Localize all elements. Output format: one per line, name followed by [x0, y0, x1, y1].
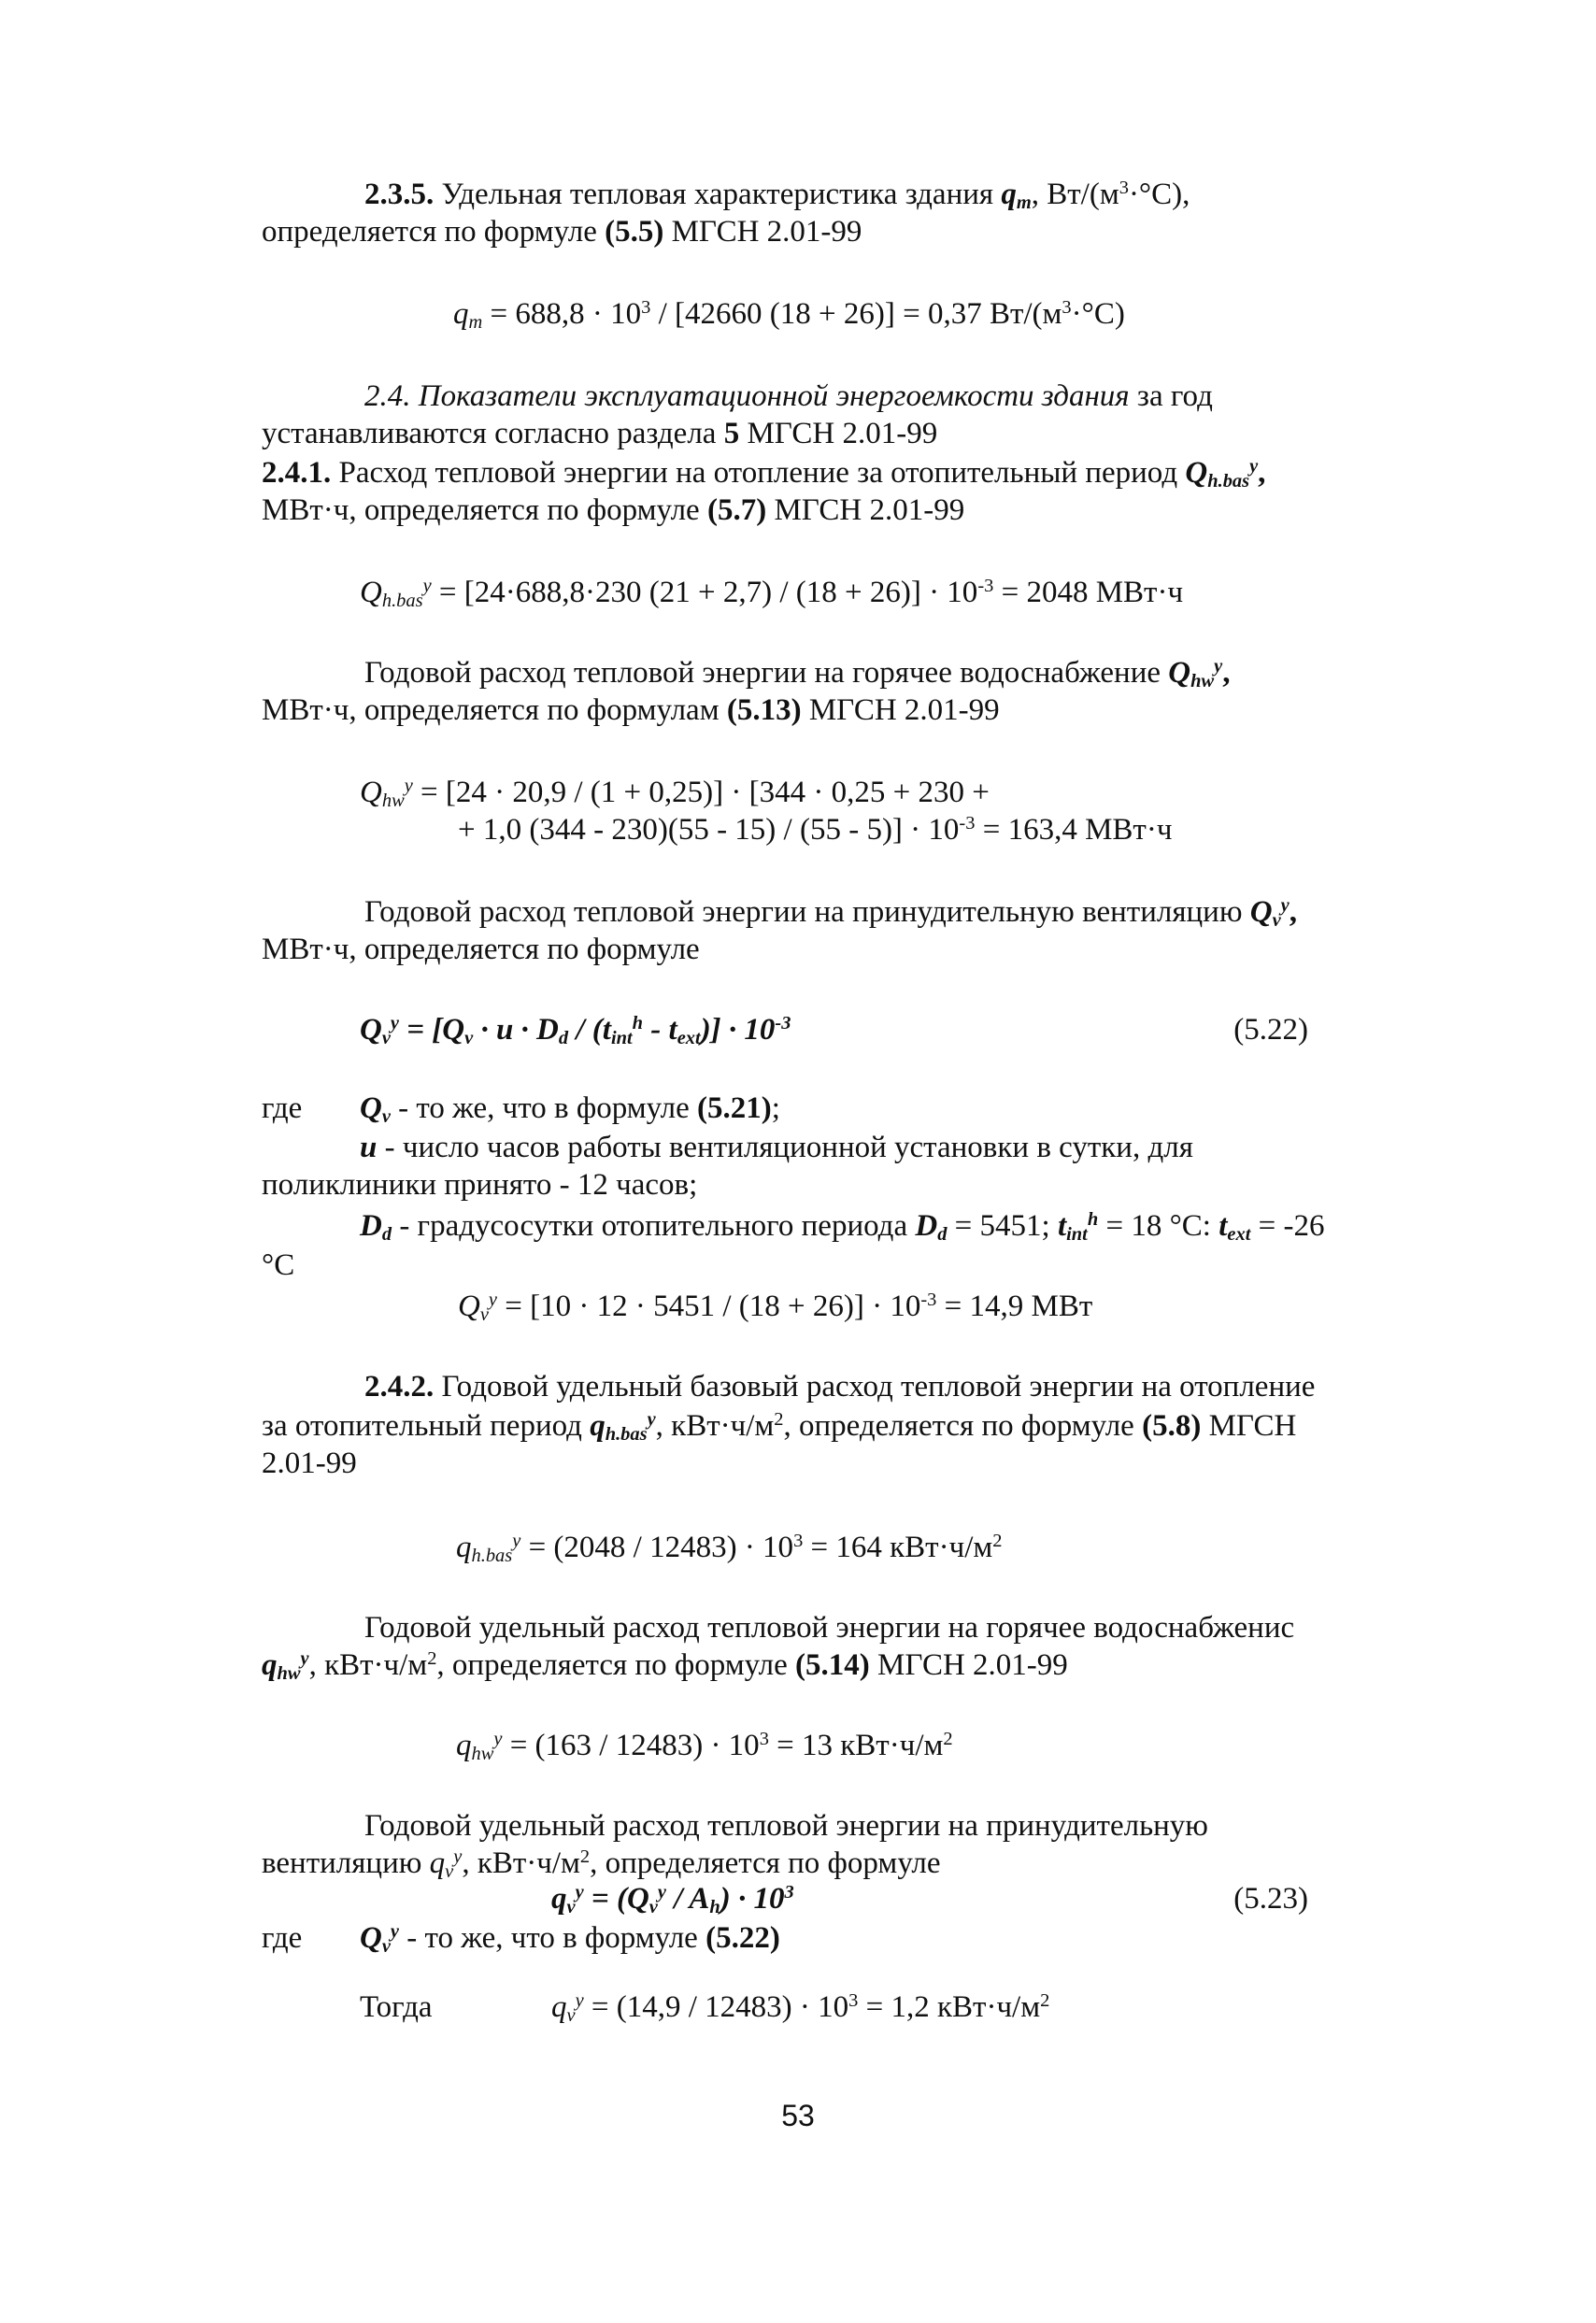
- symbol: q: [453, 297, 469, 331]
- text: = 14,9 МВт: [936, 1290, 1093, 1323]
- section-2-4-1-line2: [262, 492, 964, 529]
- where-label-2: где: [262, 1921, 303, 1955]
- superscript: h: [632, 1012, 644, 1033]
- italic-heading: Показатели эксплуатационной энергоемкости здания: [410, 379, 1130, 413]
- subscript: v: [479, 1304, 489, 1326]
- section-2-4-line2: [262, 415, 937, 452]
- subscript: d: [558, 1028, 569, 1049]
- section-number: 2.4.: [364, 379, 411, 413]
- subscript: v: [648, 1897, 658, 1918]
- hw2-line1: Годовой удельный расход тепловой энергии на горячее водоснабженис: [364, 1611, 1295, 1645]
- text: , Вт/(м: [1031, 178, 1119, 211]
- text: = [Q: [399, 1013, 465, 1047]
- text: , определяется по формуле: [590, 1846, 941, 1880]
- text: МГСН: [1201, 1409, 1297, 1443]
- text: Расход тепловой энергии на отопление за отопительный период: [331, 456, 1186, 490]
- symbol: Q: [360, 776, 382, 809]
- subscript: ext: [1227, 1224, 1251, 1246]
- symbol: q: [551, 1990, 567, 2024]
- subscript: hw: [471, 1744, 494, 1765]
- text: ·°С),: [1128, 178, 1190, 211]
- text: - то же, что в формуле: [399, 1921, 706, 1955]
- section-2-4-1-line1: [262, 454, 1265, 492]
- section-2-4-2-line3: 2.01-99: [262, 1447, 357, 1480]
- section-number: 2.4.2.: [364, 1370, 435, 1404]
- superscript: 2: [774, 1408, 784, 1430]
- symbol: Q: [360, 1091, 382, 1125]
- text: устанавливаются согласно раздела: [262, 417, 724, 450]
- formula-ref: (5.13): [726, 693, 802, 727]
- text: = 18 °С:: [1098, 1209, 1219, 1243]
- text: = 2048 МВт·ч: [993, 576, 1184, 609]
- symbol: D: [915, 1209, 938, 1243]
- text: МВт·ч, определяется по формуле: [262, 493, 707, 527]
- symbol: t: [1218, 1209, 1228, 1243]
- vent2-line1: Годовой удельный расход тепловой энергии на принудительную: [364, 1809, 1208, 1843]
- subscript: hw: [277, 1663, 301, 1685]
- superscript: y: [647, 1408, 656, 1430]
- vent-line1: [364, 893, 1297, 931]
- text: , определяется по формуле: [783, 1409, 1143, 1443]
- subscript: ext: [677, 1028, 701, 1049]
- symbol: q: [456, 1531, 472, 1564]
- subscript: v: [381, 1106, 391, 1128]
- formula-qhw-line1: [360, 774, 990, 811]
- formula-qv-specific: [551, 1880, 794, 1917]
- text: ;: [771, 1091, 780, 1125]
- page-number: 53: [781, 2099, 815, 2132]
- superscript: 2: [943, 1728, 953, 1749]
- subscript: m: [1016, 192, 1032, 214]
- superscript: y: [390, 1012, 399, 1033]
- subscript: h.bas: [471, 1546, 513, 1567]
- text: = -26: [1250, 1209, 1325, 1243]
- equation-number-5-23: (5.23): [1233, 1882, 1308, 1916]
- subscript: hw: [1190, 671, 1215, 692]
- formula-qhw-line2: [458, 811, 1172, 848]
- subscript: v: [445, 1861, 454, 1883]
- superscript: 3: [793, 1530, 804, 1551]
- text: ,: [1222, 656, 1231, 690]
- hw-line2: [262, 691, 1000, 729]
- superscript: 2: [427, 1647, 437, 1669]
- subscript: v: [566, 1897, 576, 1918]
- superscript: 3: [784, 1881, 794, 1903]
- text: Годовой удельный базовый расход тепловой энергии на отопление: [434, 1370, 1316, 1404]
- text: / A: [665, 1882, 710, 1916]
- formula-ref: (5.7): [706, 493, 767, 527]
- hw2-line2: [262, 1646, 1068, 1684]
- symbol: u: [360, 1131, 378, 1164]
- symbol: Q: [360, 1921, 382, 1955]
- subscript: v: [566, 2005, 576, 2027]
- superscript: 2: [579, 1846, 591, 1867]
- text: ,: [1258, 456, 1266, 490]
- text: МГСН 2.01-99: [766, 493, 965, 527]
- formula-qv-calc: [458, 1288, 1092, 1325]
- superscript: y: [1280, 894, 1290, 916]
- text: = 688,8 · 10: [482, 297, 642, 331]
- subscript: int: [610, 1028, 633, 1049]
- formula-qhbas-specific: [456, 1529, 1002, 1566]
- text: = (163 / 12483) · 10: [502, 1729, 760, 1762]
- superscript: -3: [775, 1012, 791, 1033]
- superscript: 3: [759, 1728, 769, 1749]
- superscript: h: [1087, 1208, 1099, 1230]
- text: ·°С): [1071, 297, 1125, 331]
- where-u: [360, 1129, 1193, 1166]
- superscript: y: [1249, 455, 1259, 477]
- text: )] · 10: [700, 1013, 776, 1047]
- symbol: Q: [1185, 456, 1208, 490]
- symbol: D: [360, 1209, 382, 1243]
- subscript: h: [709, 1897, 720, 1918]
- text: за год: [1129, 379, 1213, 413]
- symbol: q: [590, 1409, 606, 1443]
- superscript: -3: [959, 812, 976, 834]
- subscript: v: [464, 1028, 474, 1049]
- symbol: Q: [360, 1013, 382, 1047]
- symbol: t: [1057, 1209, 1067, 1243]
- formula-qv-result: [551, 1988, 1049, 2026]
- superscript: y: [493, 1728, 503, 1749]
- section-2-4-2-line1: [364, 1368, 1315, 1405]
- superscript: y: [488, 1289, 497, 1310]
- text: , кВт·ч/м: [655, 1409, 775, 1443]
- text: / (t: [568, 1013, 611, 1047]
- formula-qv: [360, 1011, 791, 1048]
- text: ,: [1289, 895, 1297, 929]
- superscript: -3: [920, 1289, 937, 1310]
- subscript: h.bas: [605, 1424, 648, 1446]
- text: = 5451;: [947, 1209, 1058, 1243]
- text: = 13 кВт·ч/м: [768, 1729, 944, 1762]
- formula-qm: [453, 295, 1125, 333]
- where-qv: [360, 1090, 780, 1127]
- text: МГСН 2.01-99: [801, 693, 1000, 727]
- text: , кВт·ч/м: [308, 1648, 428, 1682]
- superscript: 3: [848, 1989, 859, 2011]
- subscript: v: [1272, 910, 1281, 932]
- superscript: y: [422, 575, 432, 596]
- text: , определяется по формуле: [436, 1648, 795, 1682]
- text: определяется по формуле: [262, 215, 606, 249]
- where-label: где: [262, 1091, 303, 1125]
- formula-ref: (5.14): [795, 1648, 870, 1682]
- text: МВт·ч, определяется по формуле: [262, 933, 700, 966]
- subscript: int: [1066, 1224, 1088, 1246]
- formula-ref: (5.8): [1142, 1409, 1202, 1443]
- text: МГСН 2.01-99: [869, 1648, 1068, 1682]
- symbol: Q: [458, 1290, 480, 1323]
- symbol: Q: [1168, 656, 1191, 690]
- superscript: 3: [1062, 296, 1072, 318]
- subscript: d: [381, 1224, 392, 1246]
- section-2-3-5-line2: [262, 213, 862, 250]
- text: Удельная тепловая характеристика здания: [434, 178, 1002, 211]
- text: / [42660 (18 + 26)] = 0,37 Вт/(м: [650, 297, 1062, 331]
- subscript: m: [468, 312, 483, 334]
- symbol: Q: [360, 576, 382, 609]
- where-u-cont: поликлиники принято - 12 часов;: [262, 1168, 698, 1202]
- subscript: h.bas: [381, 591, 423, 612]
- superscript: 2: [992, 1530, 1003, 1551]
- section-2-4-2-line2: [262, 1407, 1296, 1445]
- text: = [24·688,8·230 (21 + 2,7) / (18 + 26)] · 10: [431, 576, 978, 609]
- subscript: d: [937, 1224, 948, 1246]
- text: = [24 · 20,9 / (1 + 0,25)] · [344 · 0,25 + 230 +: [412, 776, 990, 809]
- symbol: Q: [1249, 895, 1273, 929]
- where-qv-2: [360, 1919, 780, 1957]
- text: = 163,4 МВт·ч: [975, 813, 1173, 847]
- superscript: y: [390, 1920, 399, 1942]
- text: = (14,9 / 12483) · 10: [583, 1990, 849, 2024]
- symbol: q: [1001, 178, 1017, 211]
- section-2-3-5-line1: [364, 176, 1190, 213]
- section-2-4-line1: [364, 378, 1213, 415]
- subscript: h.bas: [1207, 471, 1250, 492]
- superscript: y: [1214, 655, 1223, 677]
- text: за отопительный период: [262, 1409, 591, 1443]
- text: МВт·ч, определяется по формулам: [262, 693, 727, 727]
- text: - t: [643, 1013, 677, 1047]
- superscript: 3: [641, 296, 651, 318]
- text: - градусосутки отопительного периода: [392, 1209, 916, 1243]
- formula-qhw-specific: [456, 1727, 953, 1764]
- superscript: y: [575, 1989, 584, 2011]
- text: + 1,0 (344 - 230)(55 - 15) / (55 - 5)] · 10: [458, 813, 960, 847]
- symbol: q: [456, 1729, 472, 1762]
- text: - число часов работы вентиляционной установки в сутки, для: [377, 1131, 1193, 1164]
- subscript: v: [381, 1936, 391, 1958]
- section-number: 2.4.1.: [262, 456, 332, 490]
- section-number: 2.3.5.: [364, 178, 435, 211]
- text: ) · 10: [720, 1882, 785, 1916]
- superscript: y: [657, 1881, 666, 1903]
- text: = (2048 / 12483) · 10: [520, 1531, 794, 1564]
- superscript: 3: [1119, 177, 1129, 198]
- superscript: 2: [1040, 1989, 1050, 2011]
- subscript: v: [381, 1028, 391, 1049]
- equation-number-5-22: (5.22): [1233, 1013, 1308, 1047]
- superscript: y: [575, 1881, 584, 1903]
- text: - то же, что в формуле: [390, 1091, 698, 1125]
- text: = 1,2 кВт·ч/м: [858, 1990, 1041, 2024]
- text: = (Q: [583, 1882, 649, 1916]
- then-label: Тогда: [360, 1990, 433, 2024]
- text: вентиляцию: [262, 1846, 430, 1880]
- where-dd: [360, 1207, 1324, 1245]
- symbol: q: [262, 1648, 278, 1682]
- vent-line2: [262, 931, 700, 968]
- superscript: y: [404, 775, 413, 796]
- superscript: y: [300, 1647, 309, 1669]
- superscript: y: [453, 1846, 463, 1867]
- symbol: q: [551, 1882, 567, 1916]
- text: · u · D: [473, 1013, 559, 1047]
- formula-ref: (5.5): [605, 215, 664, 249]
- formula-qhbas: [360, 574, 1183, 611]
- text: = [10 · 12 · 5451 / (18 + 26)] · 10: [497, 1290, 921, 1323]
- superscript: -3: [977, 575, 994, 596]
- text: МГСН 2.01-99: [739, 417, 938, 450]
- subscript: hw: [381, 791, 405, 812]
- symbol: q: [429, 1846, 446, 1880]
- superscript: y: [512, 1530, 521, 1551]
- section-ref: 5: [723, 417, 740, 450]
- formula-ref: (5.22): [705, 1921, 780, 1955]
- text: МГСН 2.01-99: [663, 215, 862, 249]
- text: , кВт·ч/м: [462, 1846, 580, 1880]
- hw-line1: [364, 654, 1230, 691]
- vent2-line2: [262, 1845, 940, 1882]
- formula-ref: (5.21): [697, 1091, 772, 1125]
- text: Годовой расход тепловой энергии на принудительную вентиляцию: [364, 895, 1250, 929]
- where-dd-cont: °С: [262, 1248, 295, 1282]
- text: Годовой расход тепловой энергии на горячее водоснабжение: [364, 656, 1169, 690]
- text: = 164 кВт·ч/м: [803, 1531, 993, 1564]
